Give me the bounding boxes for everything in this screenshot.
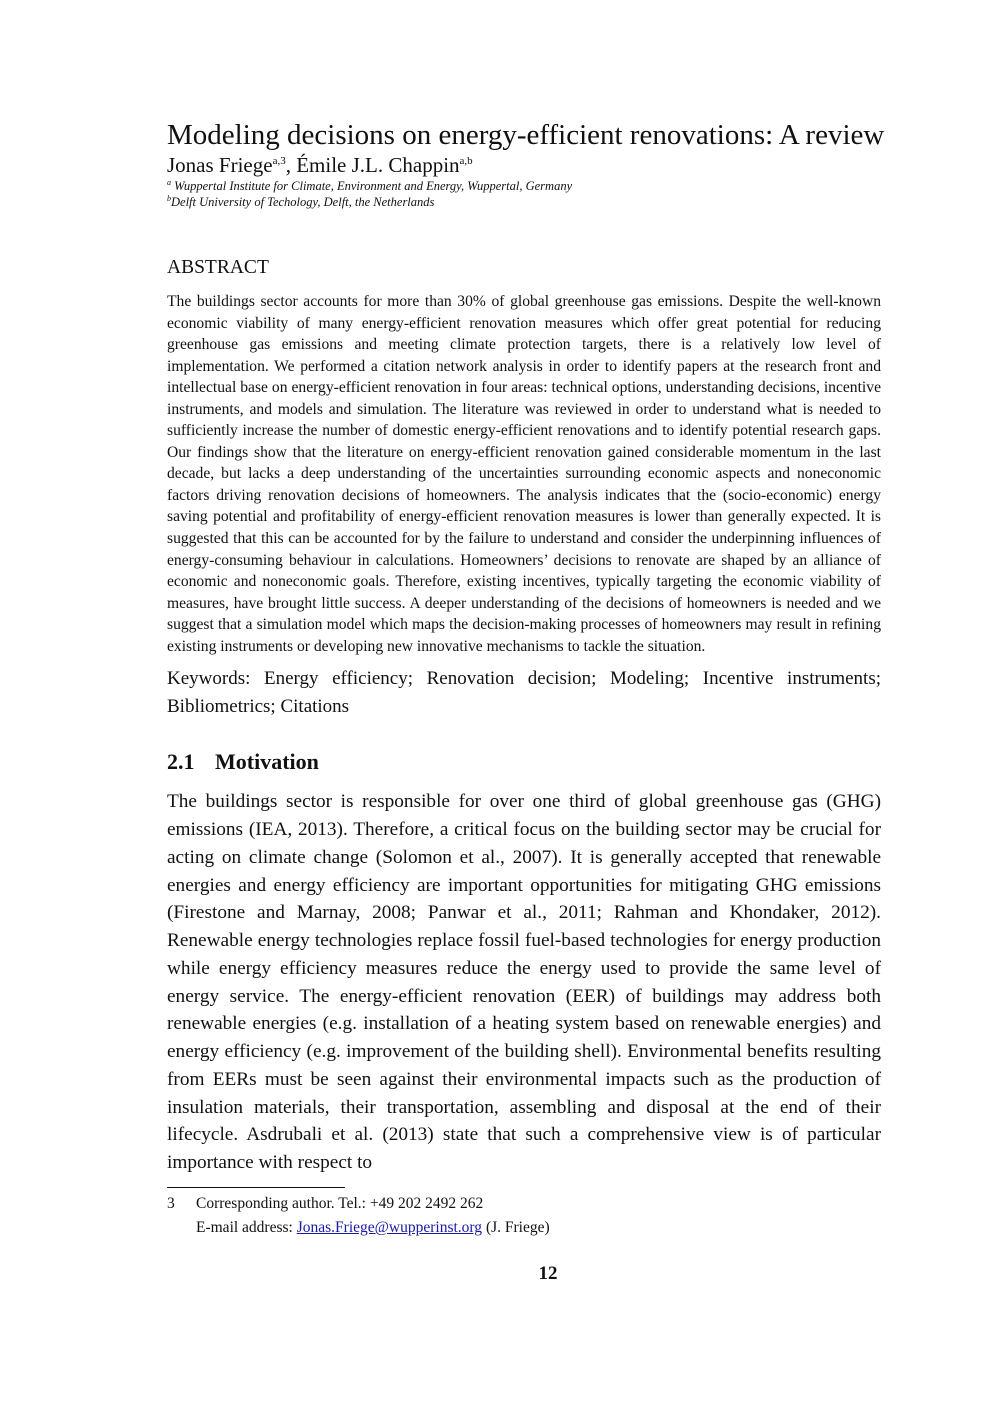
footnote [167,1192,881,1240]
author-name: Jonas Friege [167,153,273,177]
affiliation [167,178,881,194]
footnote-text: Corresponding author. Tel.: +49 202 2492 262 [196,1194,484,1212]
author-affiliation-mark: a,3 [272,155,286,167]
affiliation-text: Delft University of Techology, Delft, the Netherlands [171,195,435,209]
author-list: Jonas Friege$^{a,3}$, Émile J.L. Chappin$^{a,b}$ [167,153,473,177]
section-title: Motivation [215,749,319,775]
author-affiliation-mark: a,b [459,155,473,167]
affiliation-mark: b [167,193,171,203]
abstract-heading: ABSTRACT [167,257,269,278]
affiliation-mark: a [167,177,171,187]
paper-title: Modeling decisions on energy-efficient renovations: A review [167,119,885,151]
page-column [167,118,885,1286]
section-heading [167,747,881,777]
email-label: E-mail address: [196,1218,293,1236]
footnote-divider [167,1187,345,1188]
page-number: 12 [538,1262,558,1284]
author-name: Émile J.L. Chappin [296,153,460,177]
abstract-text: The buildings sector accounts for more than 30% of global greenhouse gas emissions. Despite the well-known economic viability of many energy-efficient renovation measures which offer great potential for reducing greenhouse gas emissions and meeting climate protection targets, there is a relatively low level of implementation. We performed a citation network analysis in order to identify papers at the research front and intellectual base on energy-efficient renovation in four areas: technical options, understanding decisions, incentive instruments, and models and simulation. The literature was reviewed in order to understand what is needed to sufficiently increase the number of domestic energy-efficient renovations and to identify potential research gaps. Our findings show that the literature on energy-efficient renovation gained considerable momentum in the last decade, but lacks a deep understanding of the uncertainties surrounding economic aspects and noneconomic factors driving renovation decisions of homeowners. The analysis indicates that the (socio-economic) energy saving potential and profitability of energy-efficient renovation measures is lower than generally expected. It is suggested that this can be accounted for by the failure to understand and consider the underpinning influences of energy-consuming behaviour in calculations. Homeowners’ decisions to renovate are shaped by an alliance of economic and noneconomic goals. Therefore, existing incentives, typically targeting the economic viability of measures, have brought little success. A deeper understanding of the decisions of homeowners is needed and we suggest that a simulation model which maps the decision-making processes of homeowners may result in refining existing instruments or developing new innovative mechanisms to tackle the situation. [167,293,881,655]
footnote-number: 3 [167,1194,175,1212]
email-suffix: (J. Friege) [485,1218,550,1236]
keywords: Keywords: Energy efficiency; Renovation decision; Modeling; Incentive instruments; Bibliometrics; Citations [167,668,881,718]
section-body-text: The buildings sector is responsible for over one third of global greenhouse gas (GHG) emissions (IEA, 2013). Therefore, a critical focus on the building sector may be crucial for acting on climate change (Solomon et al., 2007). It is generally accepted that renewable energies and energy efficiency are important opportunities for mitigating GHG emissions (Firestone and Marnay, 2008; Panwar et al., 2011; Rahman and Khondaker, 2012). Renewable energy technologies replace fossil fuel-based technologies for energy production while energy efficiency measures reduce the energy used to provide the same level of energy service. The energy-efficient renovation (EER) of buildings may address both renewable energies (e.g. installation of a heating system based on renewable energies) and energy efficiency (e.g. improvement of the building shell). Environmental benefits resulting from EERs must be seen against their environmental impacts such as the production of insulation materials, their transportation, assembling and disposal at the end of their lifecycle. Asdrubali et al. (2013) state that such a comprehensive view is of particular importance with respect to [167,791,881,1174]
affiliations [167,178,881,210]
affiliation-text: Wuppertal Institute for Climate, Environment and Energy, Wuppertal, Germany [174,179,573,193]
affiliation [167,194,881,210]
section-number: 2.1 [167,749,195,775]
email-link[interactable]: Jonas.Friege@wupperinst.org [296,1218,483,1236]
